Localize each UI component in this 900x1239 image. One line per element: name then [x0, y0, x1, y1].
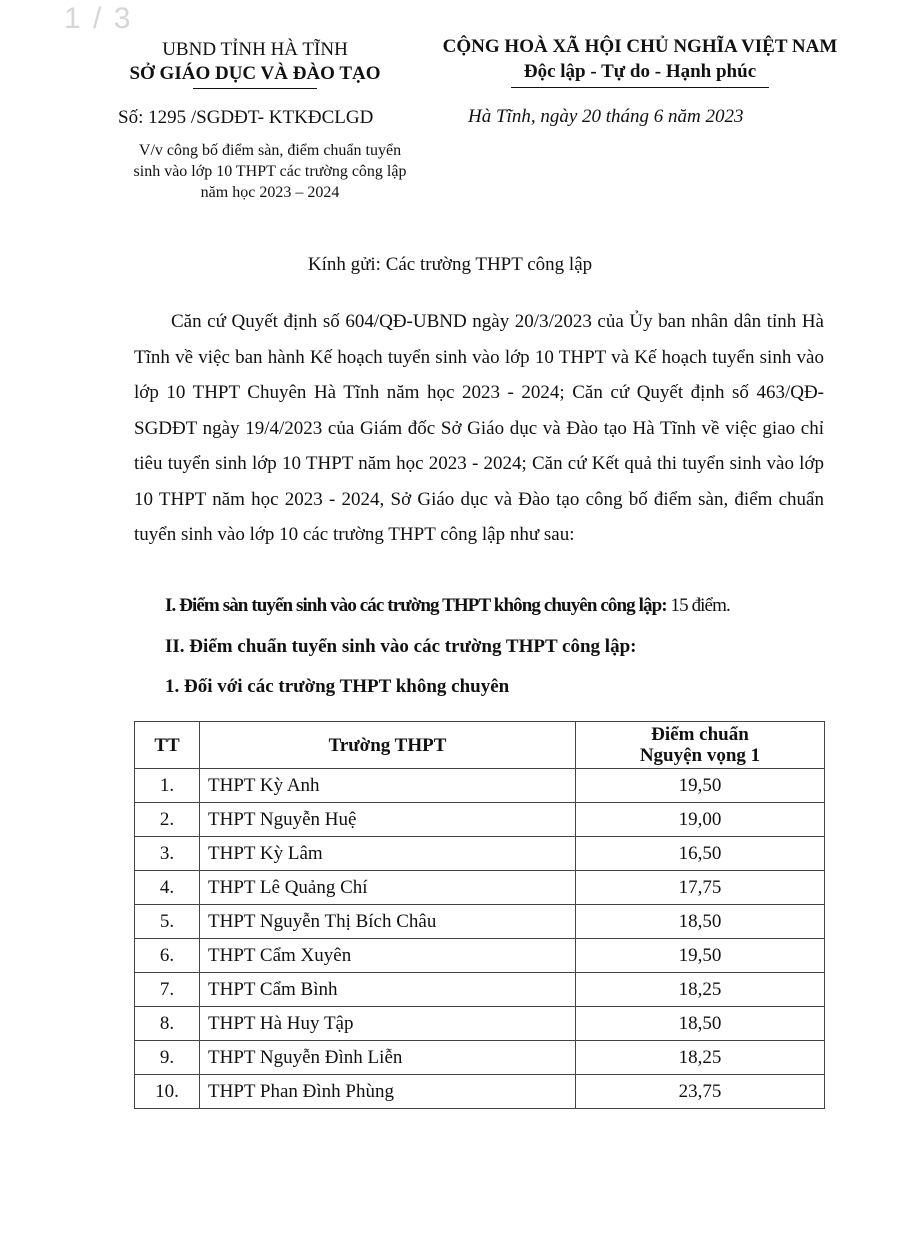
benchmark-score-table [134, 721, 825, 1109]
cell-school: THPT Kỳ Lâm [200, 837, 576, 871]
table-row [135, 1041, 825, 1075]
cell-school: THPT Nguyễn Huệ [200, 803, 576, 837]
cell-score: 19,50 [576, 769, 825, 803]
cell-school: THPT Kỳ Anh [200, 769, 576, 803]
subject-line1: V/v công bố điểm sàn, điểm chuẩn tuyển [138, 142, 402, 159]
cell-tt: 10. [135, 1075, 200, 1109]
cell-score: 16,50 [576, 837, 825, 871]
cell-score: 19,50 [576, 939, 825, 973]
table-row [135, 1075, 825, 1109]
cell-score: 18,25 [576, 973, 825, 1007]
cell-score: 17,75 [576, 871, 825, 905]
nation-line1: CỘNG HOÀ XÃ HỘI CHỦ NGHĨA VIỆT NAM [442, 36, 838, 57]
cell-school: THPT Nguyễn Thị Bích Châu [200, 905, 576, 939]
cell-school: THPT Lê Quảng Chí [200, 871, 576, 905]
section-non-specialized-heading: 1. Đối với các trường THPT không chuyên [165, 676, 510, 697]
cell-school: THPT Hà Huy Tập [200, 1007, 576, 1041]
nation-line2: Độc lập - Tự do - Hạnh phúc [523, 61, 757, 82]
floor-score-value: 15 điểm. [666, 595, 730, 616]
cell-tt: 1. [135, 769, 200, 803]
recipient: Kính gửi: Các trường THPT công lập [307, 254, 593, 275]
table-row [135, 837, 825, 871]
document-date [468, 106, 744, 128]
cell-school: THPT Nguyễn Đình Liễn [200, 1041, 576, 1075]
cell-score: 18,50 [576, 905, 825, 939]
table-row [135, 1007, 825, 1041]
date-suffix: tháng 6 năm 2023 [601, 106, 744, 127]
document-subject [105, 140, 435, 203]
table-row [135, 973, 825, 1007]
org-line2: SỞ GIÁO DỤC VÀ ĐÀO TẠO [129, 63, 381, 84]
header-score-line2: Nguyện vọng 1 [639, 745, 761, 766]
cell-score: 18,25 [576, 1041, 825, 1075]
body-paragraph: Căn cứ Quyết định số 604/QĐ-UBND ngày 20/3/2023 của Ủy ban nhân dân tỉnh Hà Tĩnh về việc ban hành Kế hoạch tuyển sinh vào lớp 10 THPT và Kế hoạch tuyển sinh vào lớp 10 THPT Chuyên Hà Tĩnh năm học 2023 - 2024; Căn cứ Quyết định số 463/QĐ-SGDĐT ngày 19/4/2023 của Giám đốc Sở Giáo dục và Đào tạo Hà Tĩnh về việc giao chỉ tiêu tuyển sinh lớp 10 THPT năm học 2023 - 2024; Căn cứ Kết quả thi tuyển sinh vào lớp 10 THPT năm học 2023 - 2024, Sở Giáo dục và Đào tạo công bố điểm sàn, điểm chuẩn tuyển sinh vào lớp 10 các trường THPT công lập như sau: [134, 311, 824, 545]
cell-score: 19,00 [576, 803, 825, 837]
table-row [135, 769, 825, 803]
subject-line2: sinh vào lớp 10 THPT các trường công lập [133, 163, 407, 180]
cell-school: THPT Cẩm Xuyên [200, 939, 576, 973]
cell-school: THPT Cẩm Bình [200, 973, 576, 1007]
header-score-line1: Điểm chuẩn [651, 724, 749, 745]
issuing-authority [95, 38, 415, 89]
subject-line3: năm học 2023 – 2024 [200, 184, 340, 201]
header-score [576, 722, 825, 769]
org-underline [193, 88, 317, 89]
document-number [118, 107, 373, 129]
cell-score: 18,50 [576, 1007, 825, 1041]
header-school: Trường THPT [200, 722, 576, 769]
cell-tt: 6. [135, 939, 200, 973]
body-text [134, 304, 824, 553]
table-row [135, 803, 825, 837]
cell-score: 23,75 [576, 1075, 825, 1109]
table-row [135, 871, 825, 905]
cell-school: THPT Phan Đình Phùng [200, 1075, 576, 1109]
header-tt: TT [135, 722, 200, 769]
date-day: 20 [582, 106, 601, 127]
floor-score-label: I. Điểm sàn tuyển sinh vào các trường THPT không chuyên công lập: [165, 595, 667, 616]
number-suffix: /SGDĐT- KTKĐCLGD [186, 107, 374, 128]
cell-tt: 9. [135, 1041, 200, 1075]
cell-tt: 8. [135, 1007, 200, 1041]
motto-underline [511, 87, 769, 88]
date-prefix: Hà Tĩnh, ngày [468, 106, 582, 127]
national-motto [425, 34, 855, 88]
table-row [135, 939, 825, 973]
cell-tt: 3. [135, 837, 200, 871]
section-benchmark-heading: II. Điểm chuẩn tuyển sinh vào các trường THPT công lập: [165, 636, 637, 657]
cell-tt: 7. [135, 973, 200, 1007]
org-line1: UBND TỈNH HÀ TĨNH [162, 39, 348, 60]
table-row [135, 905, 825, 939]
cell-tt: 5. [135, 905, 200, 939]
page-indicator: 1 / 3 [64, 2, 133, 35]
table-header-row [135, 722, 825, 769]
cell-tt: 4. [135, 871, 200, 905]
section-floor-score [165, 595, 730, 617]
number-prefix: Số: [118, 107, 149, 128]
number-value: 1295 [148, 107, 187, 128]
cell-tt: 2. [135, 803, 200, 837]
